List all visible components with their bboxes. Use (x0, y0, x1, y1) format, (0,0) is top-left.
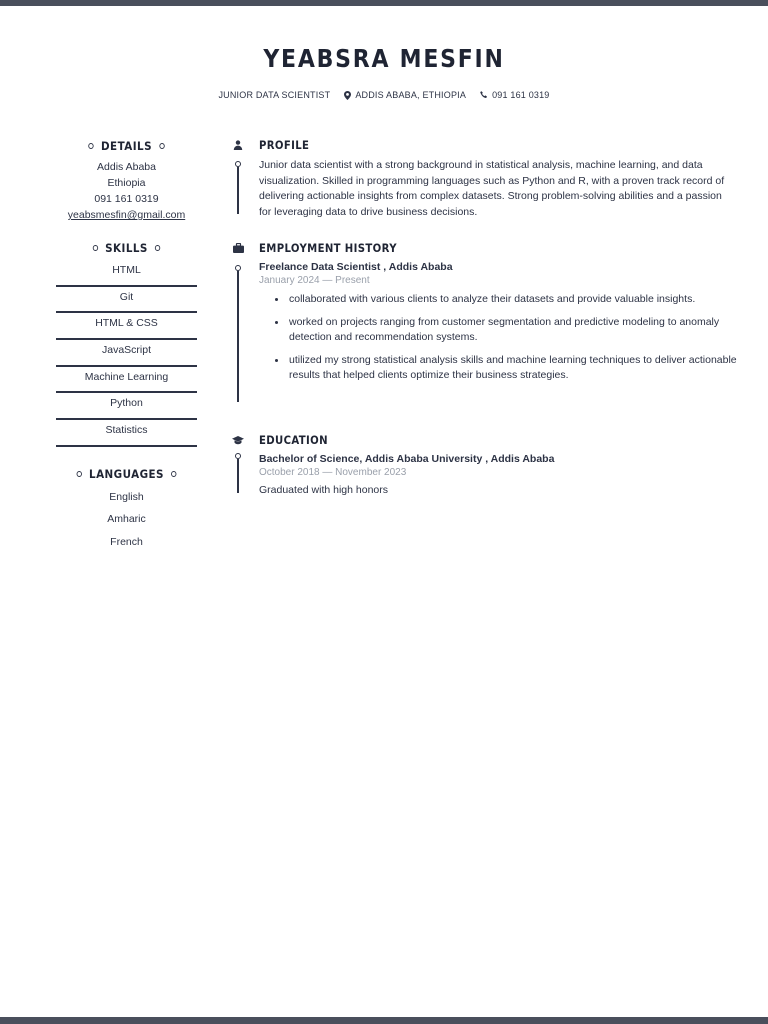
bullet-item: utilized my strong statistical analysis skills and machine learning techniques to deliver actionable results that helped clients optimize their business strategies. (259, 353, 739, 384)
location-item: ADDIS ABABA, ETHIOPIA (344, 90, 466, 100)
skill-item: HTML & CSS (56, 313, 197, 340)
header-contact-line (0, 90, 768, 100)
skill-item: Git (56, 287, 197, 314)
bullet-item: collaborated with various clients to analyze their datasets and provide valuable insights. (259, 292, 739, 308)
employment-heading: EMPLOYMENT HISTORY (259, 241, 397, 255)
language-item: English (109, 490, 144, 503)
ring-bullet-icon (88, 143, 93, 149)
skills-list (56, 260, 197, 447)
ring-bullet-icon (159, 143, 164, 149)
ring-bullet-icon (171, 471, 176, 477)
profile-section (228, 137, 738, 240)
job-bullets (259, 292, 738, 384)
profile-heading: PROFILE (259, 138, 310, 152)
resume-name: YEABSRA MESFIN (263, 44, 505, 73)
education-dates: October 2018 — November 2023 (259, 467, 407, 478)
skill-item: HTML (56, 260, 197, 287)
education-section (228, 432, 738, 496)
bullet-item: worked on projects ranging from customer segmentation and predictive modeling to anomaly detection and recommendation systems. (259, 315, 739, 346)
timeline-marker (236, 161, 240, 214)
sidebar (56, 137, 197, 553)
job-entry-title: Freelance Data Scientist , Addis Ababa (259, 261, 453, 273)
timeline-marker (236, 265, 240, 402)
job-entry-dates: January 2024 — Present (259, 275, 370, 286)
education-degree: Bachelor of Science, Addis Ababa University , Addis Ababa (259, 453, 555, 465)
top-frame-bar (0, 0, 768, 6)
skills-heading: SKILLS (63, 239, 190, 257)
person-icon (228, 140, 248, 150)
skill-item: JavaScript (56, 340, 197, 367)
details-heading: DETAILS (63, 137, 190, 155)
languages-heading: LANGUAGES (63, 465, 190, 483)
bottom-frame-bar (0, 1017, 768, 1024)
briefcase-icon (228, 243, 248, 253)
detail-phone: 091 161 0319 (94, 193, 159, 205)
map-pin-icon (344, 91, 351, 100)
detail-city: Addis Ababa (97, 161, 156, 173)
ring-bullet-icon (76, 471, 81, 477)
timeline-marker (236, 453, 240, 493)
detail-country: Ethiopia (107, 177, 146, 189)
graduation-cap-icon (228, 436, 248, 445)
education-note: Graduated with high honors (259, 484, 388, 496)
skill-item: Python (56, 393, 197, 420)
phone-item: 091 161 0319 (480, 90, 549, 100)
ring-bullet-icon (93, 245, 98, 251)
employment-section (228, 240, 738, 432)
profile-text: Junior data scientist with a strong background in statistical analysis, machine learning, and data visualization. Skilled in programming languages such as Python and R, with a proven track record of delivering actionable insights from complex datasets. Strong problem-solving abilities and a passion for leveraging data to drive business decisions. (259, 159, 725, 219)
ring-bullet-icon (155, 245, 160, 251)
job-title: JUNIOR DATA SCIENTIST (218, 90, 331, 100)
skill-item: Machine Learning (56, 367, 197, 394)
languages-list (56, 486, 197, 554)
education-heading: EDUCATION (259, 433, 328, 447)
language-item: French (110, 535, 143, 548)
language-item: Amharic (107, 513, 146, 526)
email-link[interactable]: yeabsmesfin@gmail.com (67, 209, 186, 221)
main-column (228, 137, 738, 496)
phone-icon (480, 91, 488, 99)
skill-item: Statistics (56, 420, 197, 447)
details-list (56, 159, 197, 223)
